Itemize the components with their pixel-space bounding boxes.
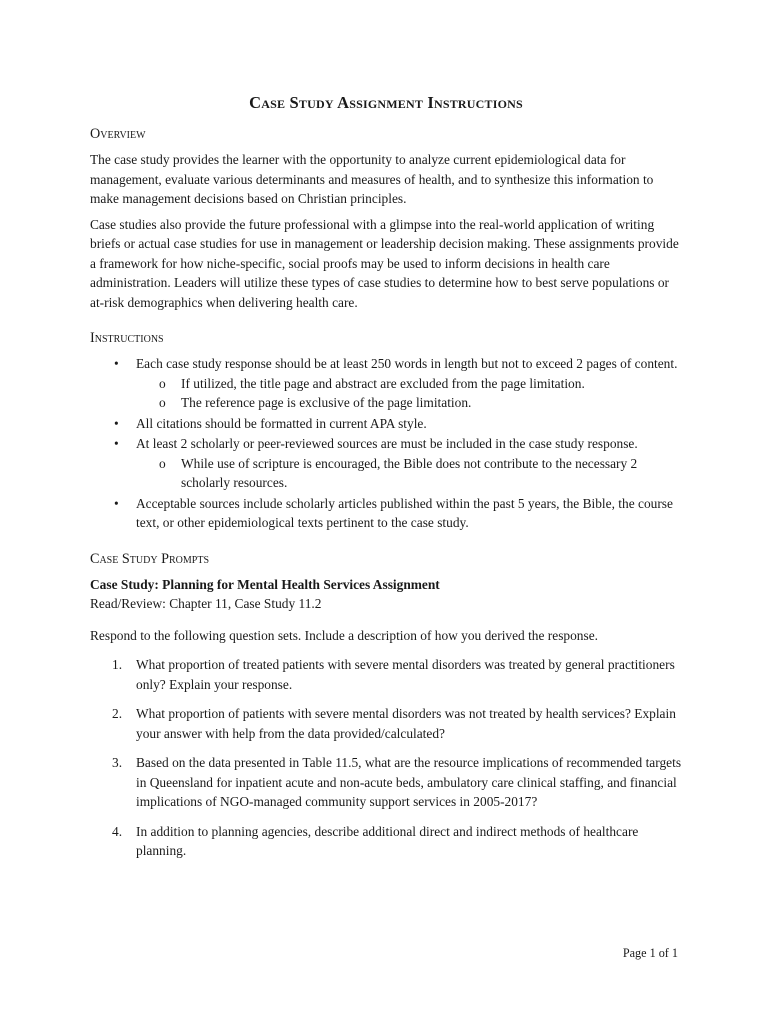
question-text: Based on the data presented in Table 11.5, what are the resource implications of recommended targets in Queensland for inpatient acute and non-acute beds, ambulatory care clinical staffing, and financial implications of NGO-managed community support services in 2005-2017? bbox=[136, 755, 682, 809]
bullet-icon: • bbox=[114, 495, 119, 511]
overview-paragraph-1: The case study provides the learner with the opportunity to analyze current epidemiological data for management, evaluate various determinants and measures of health, and to synthesize this information to make management decisions based on Christian principles. bbox=[90, 152, 654, 206]
instruction-item bbox=[90, 434, 682, 493]
page-number: Page 1 of 1 bbox=[622, 946, 678, 960]
question-item bbox=[90, 753, 682, 812]
questions-list bbox=[90, 655, 682, 861]
document-content bbox=[90, 92, 682, 871]
instruction-item bbox=[90, 494, 682, 533]
instruction-text: Acceptable sources include scholarly articles published within the past 5 years, the Bible, the course text, or other epidemiological texts pertinent to the case study. bbox=[136, 495, 673, 530]
bullet-icon: • bbox=[114, 356, 119, 371]
bullet-icon: • bbox=[114, 415, 119, 431]
prompts-heading: Case Study Prompts bbox=[90, 550, 210, 567]
instruction-item bbox=[90, 354, 682, 413]
question-item bbox=[90, 655, 682, 694]
document-title: Case Study Assignment Instructions bbox=[249, 93, 523, 112]
instruction-subitem bbox=[136, 393, 682, 413]
instructions-list bbox=[90, 354, 682, 533]
overview-heading: Overview bbox=[90, 126, 146, 142]
question-text: In addition to planning agencies, describe additional direct and indirect methods of healthcare planning. bbox=[136, 823, 639, 858]
sub-bullet-icon: o bbox=[159, 375, 166, 391]
instruction-subtext: The reference page is exclusive of the page limitation. bbox=[181, 395, 472, 410]
overview-paragraph-2: Case studies also provide the future professional with a glimpse into the real-world application of writing briefs or actual case studies for use in management or leadership decision making. These assignments provide a framework for how niche-specific, social proofs may be used to inform decisions in health care administration. Leaders will utilize these types of case studies to determine how to best serve populations or at-risk demographics when delivering health care. bbox=[90, 216, 679, 310]
instruction-subitem bbox=[136, 454, 682, 493]
question-item bbox=[90, 704, 682, 743]
bullet-icon: • bbox=[114, 436, 119, 451]
sub-bullet-icon: o bbox=[159, 395, 166, 410]
prompts-intro: Respond to the following question sets. Include a description of how you derived the response. bbox=[90, 627, 599, 643]
question-number: 1. bbox=[112, 657, 123, 672]
case-study-title: Case Study: Planning for Mental Health Services Assignment bbox=[90, 576, 440, 592]
instruction-subtext: If utilized, the title page and abstract are excluded from the page limitation. bbox=[181, 375, 585, 391]
instruction-sublist bbox=[136, 454, 682, 493]
read-review-text: Read/Review: Chapter 11, Case Study 11.2 bbox=[90, 596, 322, 611]
instruction-sublist bbox=[136, 374, 682, 413]
instruction-text: Each case study response should be at least 250 words in length but not to exceed 2 pages of content. bbox=[136, 356, 678, 371]
question-text: What proportion of treated patients with severe mental disorders was treated by general practitioners only? Explain your response. bbox=[136, 657, 675, 692]
instructions-heading: Instructions bbox=[90, 330, 164, 346]
instruction-text: All citations should be formatted in current APA style. bbox=[136, 415, 427, 431]
question-item bbox=[90, 822, 682, 861]
instruction-item bbox=[90, 414, 682, 434]
question-number: 3. bbox=[112, 755, 123, 770]
sub-bullet-icon: o bbox=[159, 455, 166, 471]
question-number: 2. bbox=[112, 706, 123, 721]
instruction-subitem bbox=[136, 374, 682, 394]
question-text: What proportion of patients with severe mental disorders was not treated by health services? Explain your answer with help from the data provided/calculated? bbox=[136, 706, 676, 741]
instruction-subtext: While use of scripture is encouraged, the Bible does not contribute to the necessary 2 scholarly resources. bbox=[181, 455, 638, 490]
instruction-text: At least 2 scholarly or peer-reviewed sources are must be included in the case study response. bbox=[136, 436, 638, 451]
question-number: 4. bbox=[112, 823, 123, 839]
